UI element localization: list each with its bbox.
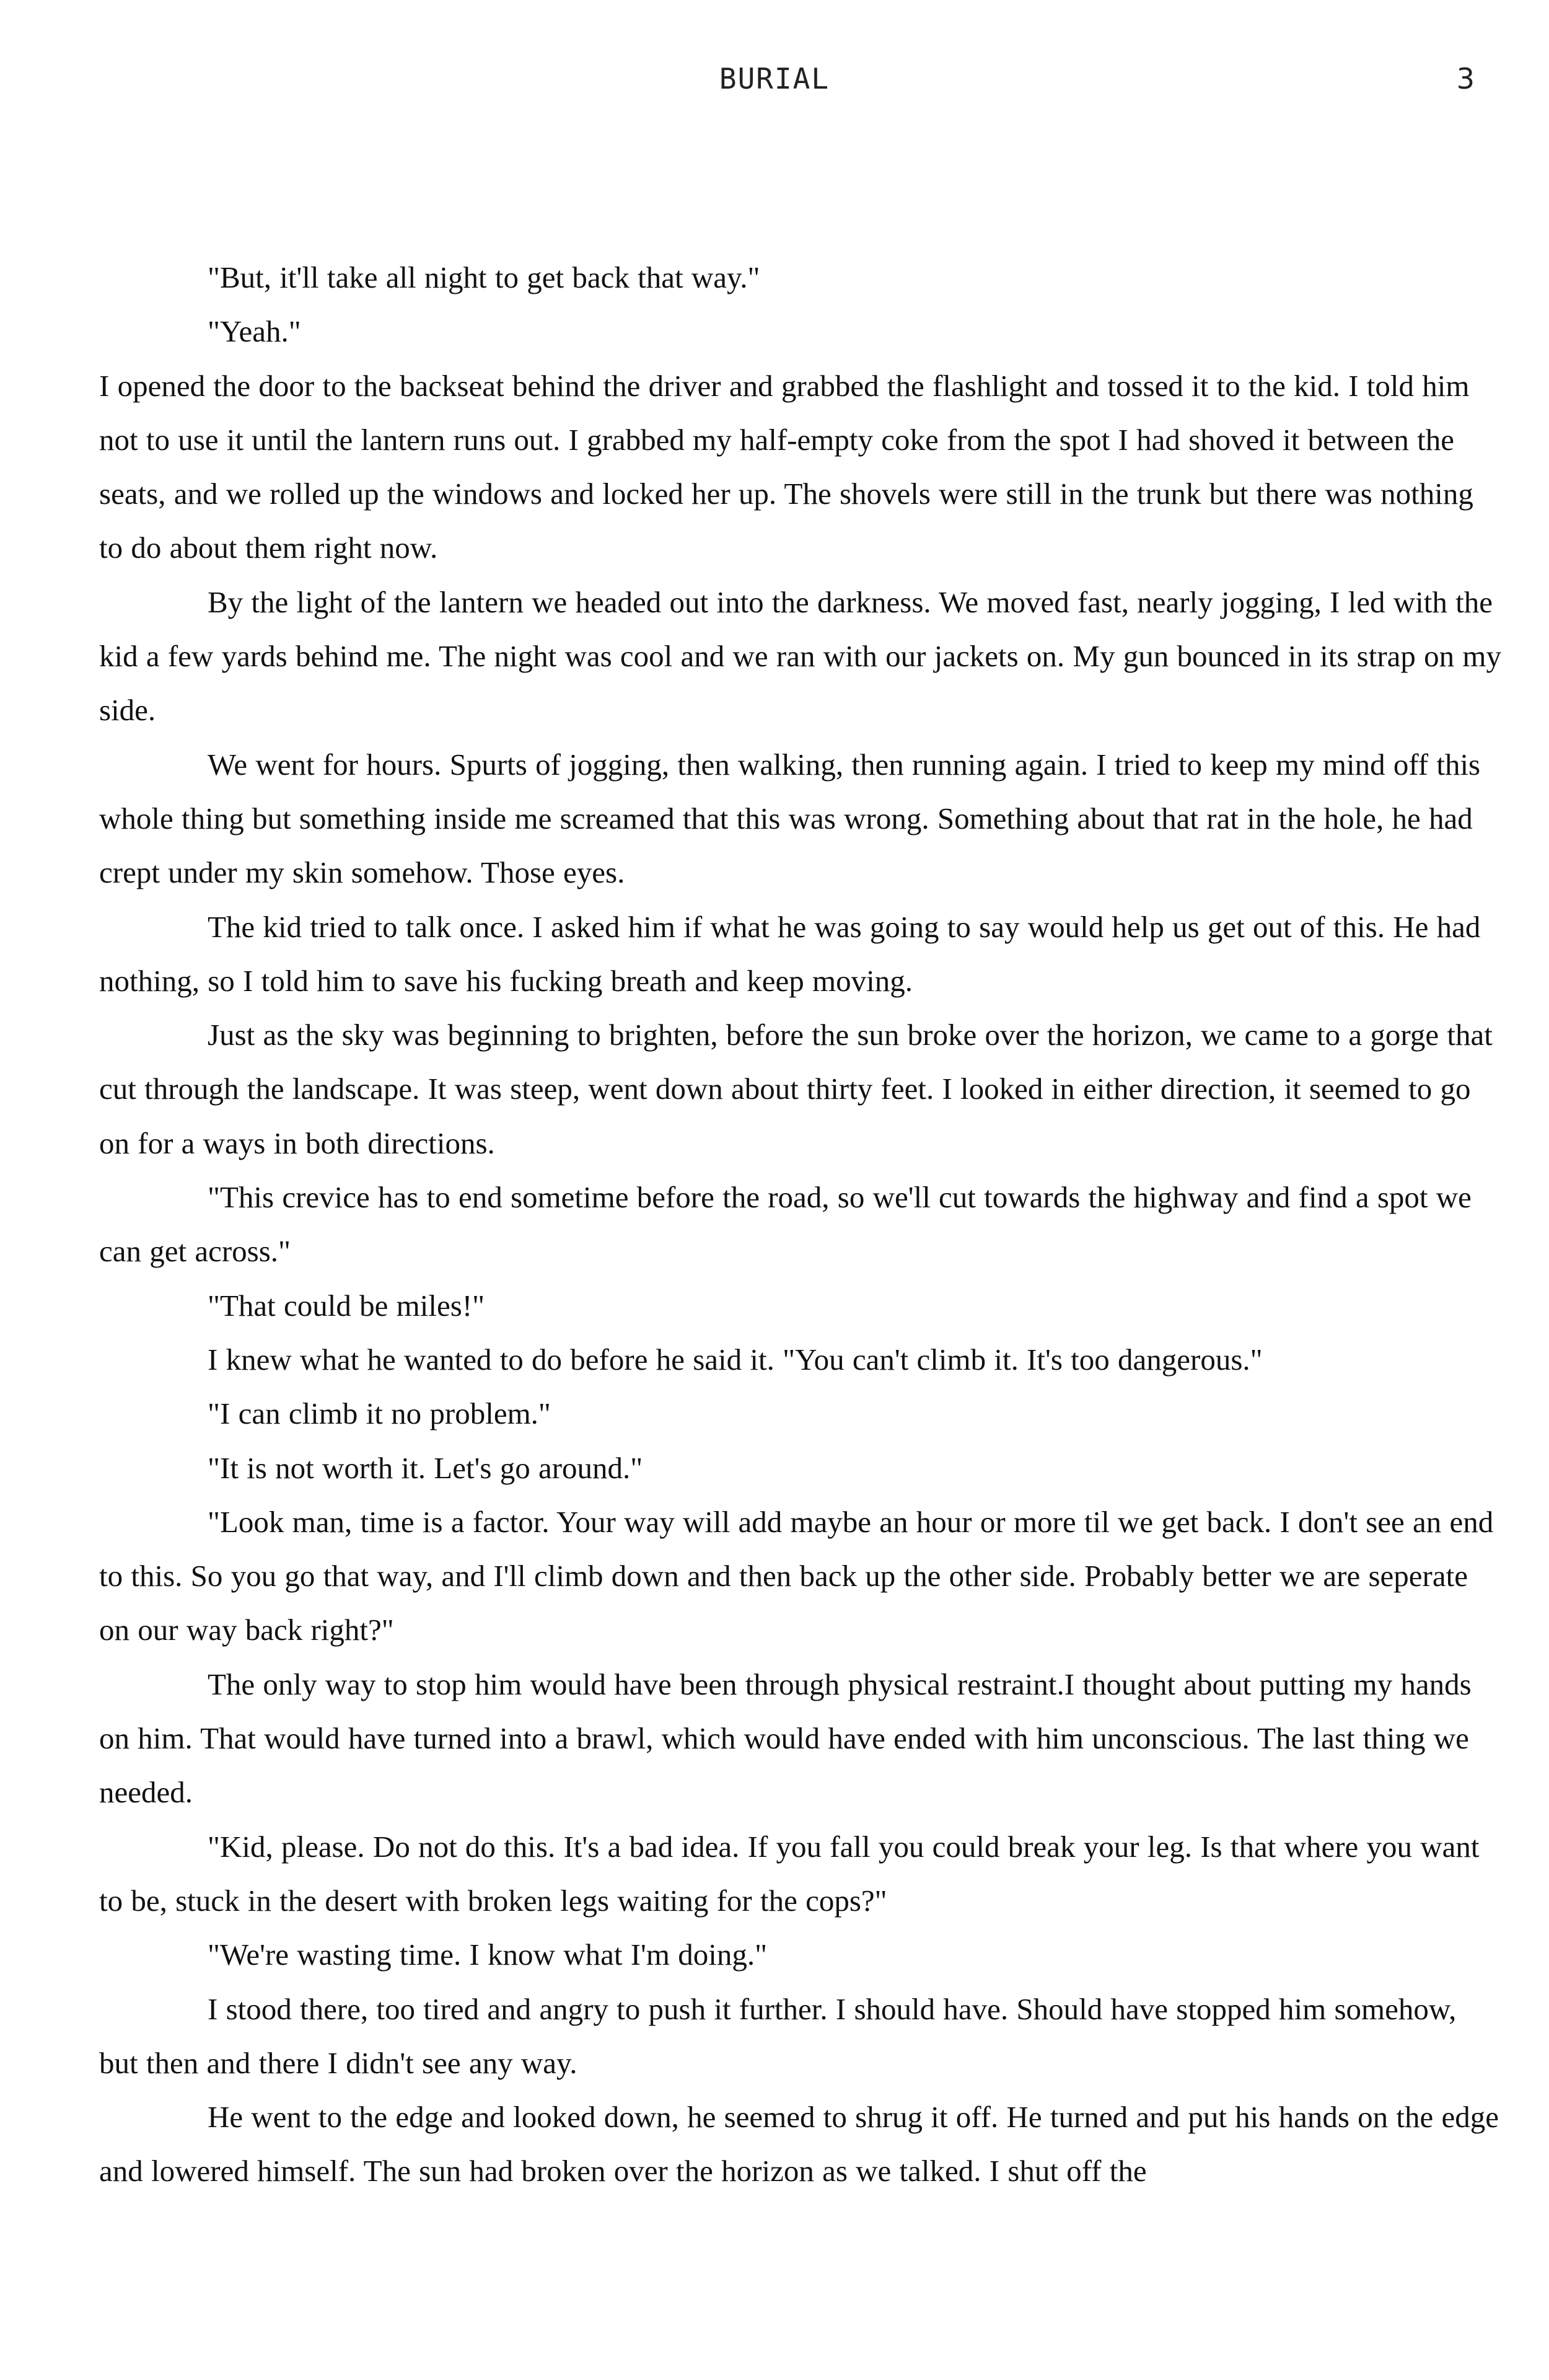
paragraph: The kid tried to talk once. I asked him if what he was going to say would help us get out of this. He had nothing, so I told him to save his fucking breath and keep moving. [99, 909, 1481, 998]
paragraph: "It is not worth it. Let's go around." [208, 1450, 643, 1485]
chapter-title: BURIAL [719, 62, 830, 95]
paragraph: I stood there, too tired and angry to push it further. I should have. Should have stopped him somehow, but then and there I didn't see any way. [99, 1991, 1457, 2080]
running-header [0, 62, 1549, 105]
paragraph: I opened the door to the backseat behind the driver and grabbed the flashlight and tossed it to the kid. I told him not to use it until the lantern runs out. I grabbed my half-empty coke from the spot I had shoved it between the seats, and we rolled up the windows and locked her up. The shovels were still in the trunk but there was nothing to do about them right now. [99, 368, 1473, 565]
paragraph: "Look man, time is a factor. Your way will add maybe an hour or more til we get back. I don't see an end to this. So you go that way, and I'll climb down and then back up the other side. Probably better we are seperate on our way back right?" [99, 1504, 1494, 1647]
paragraph: "I can climb it no problem." [208, 1396, 551, 1431]
paragraph: "We're wasting time. I know what I'm doing." [208, 1937, 768, 1972]
paragraph: The only way to stop him would have been through physical restraint.I thought about putting my hands on him. That would have turned into a brawl, which would have ended with him unconscious. The last thing we needed. [99, 1667, 1472, 1810]
body-text [99, 250, 1503, 2198]
paragraph: "Yeah." [208, 314, 301, 349]
paragraph: "But, it'll take all night to get back that way." [208, 260, 760, 294]
paragraph: "Kid, please. Do not do this. It's a bad idea. If you fall you could break your leg. Is that where you want to be, stuck in the desert with broken legs waiting for the cops?" [99, 1829, 1480, 1918]
paragraph: He went to the edge and looked down, he seemed to shrug it off. He turned and put his hands on the edge and lowered himself. The sun had broken over the horizon as we talked. I shut off the [99, 2100, 1499, 2188]
paragraph: I knew what he wanted to do before he said it. "You can't climb it. It's too dangerous." [208, 1342, 1263, 1377]
paragraph: "This crevice has to end sometime before the road, so we'll cut towards the highway and find a spot we can get across." [99, 1180, 1472, 1269]
paragraph: Just as the sky was beginning to brighten, before the sun broke over the horizon, we came to a gorge that cut through the landscape. It was steep, went down about thirty feet. I looked in either direction, it seemed to go on for a ways in both directions. [99, 1018, 1493, 1160]
paragraph: We went for hours. Spurts of jogging, then walking, then running again. I tried to keep my mind off this whole thing but something inside me screamed that this was wrong. Something about that rat in the hole, he had crept under my skin somehow. Those eyes. [99, 747, 1481, 890]
page-number: 3 [1456, 62, 1475, 95]
paragraph: "That could be miles!" [208, 1288, 485, 1323]
paragraph: By the light of the lantern we headed out into the darkness. We moved fast, nearly jogging, I led with the kid a few yards behind me. The night was cool and we ran with our jackets on. My gun bounced in its strap on my side. [99, 584, 1502, 728]
